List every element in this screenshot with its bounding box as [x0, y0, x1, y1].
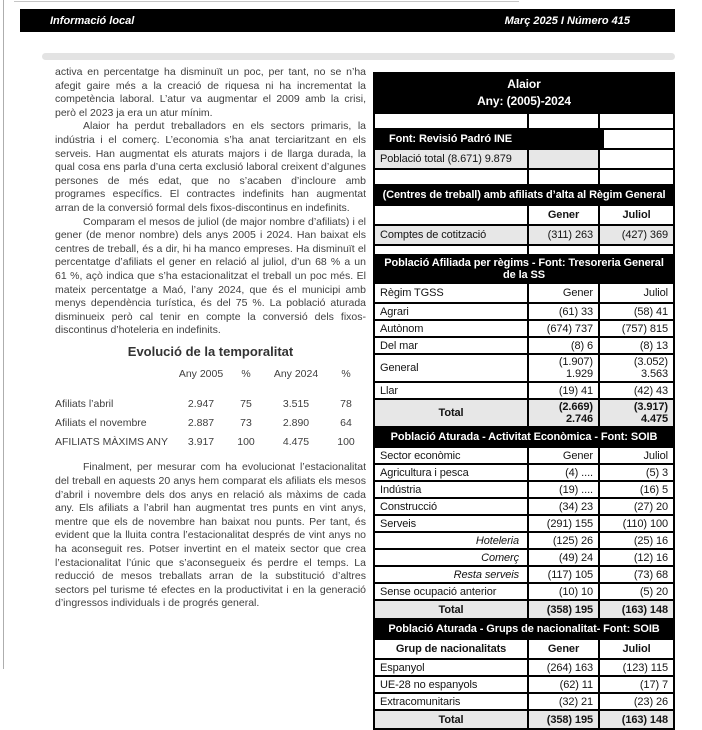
section-header: Població Aturada - Grups de nacionalitat- Font: SOIB [375, 620, 673, 640]
column-header: Any 2005 [178, 368, 224, 381]
value-cell: 4.475 [282, 436, 310, 449]
article-column [55, 66, 366, 664]
juliol-value-cell: (16) 5 [639, 483, 668, 496]
column-header: Gener [529, 284, 600, 302]
temporality-header-row [55, 365, 366, 384]
temporality-table [55, 345, 366, 453]
article-paragraph: Alaior ha perdut treballadors en els sectors primaris, la indústria i el comerç. L’economia s’ha anat terciaritzant en els serveis. Han augmentat els aturats majors i de llarga durada, la qual cosa ens parla d’una certa exclusió laboral creixent d’algunes persones de més edat, que no s’acaben d’incloure amb programes específics. El contractes indefinits han augmentat arran de la conversió formal dels fixos-discontinus en indefinits. [55, 120, 366, 214]
temporality-table-title: Evolució de la temporalitat [127, 343, 294, 359]
table-row [55, 395, 366, 414]
column-header: Any 2024 [273, 368, 319, 381]
value-cell: 2.890 [282, 417, 310, 430]
header-spacer [55, 365, 173, 384]
table-row [375, 383, 673, 400]
column-header-row [375, 284, 673, 304]
spacer-row [375, 170, 673, 186]
row-label-cell: Llar [375, 383, 529, 398]
row-label-cell: Afiliats l’abril [55, 398, 114, 411]
juliol-value-cell: (27) 20 [633, 500, 668, 513]
juliol-value-cell: (3.052) 3.563 [633, 356, 668, 380]
section-divider [42, 53, 675, 60]
page-edge-top [14, 1, 519, 2]
empty-cell [529, 246, 600, 254]
spacer-row [375, 114, 673, 130]
total-row [375, 400, 673, 428]
row-label-cell: General [375, 355, 529, 381]
table-row [375, 584, 673, 601]
gener-value-cell: (358) 195 [529, 601, 600, 618]
juliol-value-cell: (3.917) 4.475 [600, 400, 673, 426]
row-label-cell: Agrari [375, 304, 529, 319]
gener-value-cell: (264) 163 [529, 660, 600, 675]
total-label-cell: Total [375, 400, 529, 426]
total-label-cell: Total [375, 601, 529, 618]
column-header-row [375, 206, 673, 226]
row-label-cell: AFILIATS MÀXIMS ANY [55, 436, 168, 449]
empty-cell [375, 114, 529, 128]
juliol-value-cell: (8) 13 [639, 339, 668, 352]
row-label-cell: Del mar [375, 338, 529, 353]
table-title-line2: Any: (2005)-2024 [477, 94, 571, 108]
column-header-row [375, 448, 673, 465]
value-cell: 64 [340, 417, 352, 430]
gener-value-cell: (2.669) 2.746 [529, 400, 600, 426]
gener-value-cell: (291) 155 [529, 516, 600, 531]
row-label-cell: Agricultura i pesca [375, 465, 529, 480]
empty-cell [375, 246, 529, 254]
table-row [375, 355, 673, 383]
juliol-value-cell: (5) 3 [645, 466, 668, 479]
table-title-line1: Alaior [507, 77, 541, 91]
row-label-cell: Afiliats el novembre [55, 417, 147, 430]
empty-cell [375, 206, 529, 224]
column-header: Gener [529, 640, 600, 658]
masthead-bar [20, 9, 675, 32]
table-row [375, 130, 673, 150]
municipal-data-table [373, 72, 675, 730]
column-header: Gener [529, 448, 600, 463]
empty-cell [375, 170, 529, 184]
row-label-cell: Construcció [375, 499, 529, 514]
column-header: Sector econòmic [375, 448, 529, 463]
value-cell: 3.515 [282, 398, 310, 411]
column-header-row [375, 640, 673, 660]
section-header: Població Afiliada per règims - Font: Tresoreria General de la SS [375, 256, 673, 284]
value-cell: 3.917 [187, 436, 215, 449]
gener-value-cell: (674) 737 [529, 321, 600, 336]
juliol-value-cell: (110) 100 [622, 517, 668, 530]
gener-value-cell: (1.907) 1.929 [529, 355, 600, 381]
article-paragraph: activa en percentatge ha disminuït un poc, per tant, no se n’ha afegit gaire més a la creació de riquesa ni ha incrementat la competència laboral. L’atur va augmentar el 2009 amb la crisi, però el 2023 ja era un atur mínim. [55, 66, 366, 119]
column-header: Juliol [643, 287, 668, 299]
row-label-cell: Autònom [375, 321, 529, 336]
table-row [375, 150, 673, 170]
juliol-value-cell: (5) 20 [639, 585, 668, 598]
empty-cell [529, 150, 600, 168]
total-row [375, 711, 673, 728]
column-header: Règim TGSS [375, 284, 529, 302]
section-header: Població Aturada - Activitat Econòmica - Font: SOIB [375, 428, 673, 448]
gener-value-cell: (117) 105 [529, 567, 600, 582]
table-row [375, 694, 673, 711]
table-row [375, 499, 673, 516]
table-row [375, 533, 673, 550]
juliol-value-cell: (163) 148 [600, 601, 673, 618]
table-row [375, 482, 673, 499]
value-cell: 73 [240, 417, 252, 430]
masthead-section-title: Informació local [50, 14, 135, 27]
table-row [375, 304, 673, 321]
row-label-cell: Població total (8.671) 9.879 [375, 150, 529, 168]
row-label-cell: UE-28 no espanyols [375, 677, 529, 692]
empty-cell [600, 114, 673, 128]
row-label-cell: Resta serveis [375, 567, 529, 582]
value-cell: 100 [237, 436, 255, 449]
gener-value-cell: (49) 24 [529, 550, 600, 565]
gener-value-cell: (311) 263 [529, 226, 600, 244]
value-cell: 78 [340, 398, 352, 411]
gener-value-cell: (62) 11 [529, 677, 600, 692]
page-edge-left [3, 0, 4, 669]
column-header: % [241, 368, 251, 381]
gener-value-cell: (19) .... [529, 482, 600, 497]
table-row [55, 433, 366, 452]
column-header: Grup de nacionalitats [375, 640, 529, 658]
gener-value-cell: (358) 195 [529, 711, 600, 728]
table-row [375, 226, 673, 246]
row-label-cell: Indústria [375, 482, 529, 497]
juliol-value-cell: (58) 41 [633, 305, 668, 318]
spacer-row [375, 246, 673, 256]
empty-cell [529, 170, 600, 184]
column-header: % [341, 368, 351, 381]
juliol-value-cell: (23) 26 [633, 695, 668, 708]
table-row [375, 516, 673, 533]
value-cell: 100 [337, 436, 355, 449]
gener-value-cell: (4) .... [529, 465, 600, 480]
gener-value-cell: (10) 10 [529, 584, 600, 599]
table-row [375, 660, 673, 677]
empty-cell [600, 246, 673, 254]
article-paragraph: Finalment, per mesurar com ha evolucionat l’estacionalitat del treball en aquests 20 anys hem comparat els afiliats els mesos d’abril i novembre dels dos anys en relació als màxims de cada any. Els afiliats a l’abril han augmentat tres punts en vint anys, mentre que els de novembre han baixat nou punts. Per tant, és evident que la lluita contra l’estacionalitat després de vint anys no ha aconseguit res. Potser invertint en el mateix sector que crea l’estacionalitat l’únic que s’aconsegueix és perdre el temps. La reducció de mesos treballats arran de la substitució d’altres sectors pel turisme té efectes en la productivitat i en la generació d’ingressos individuals i de progrés general. [55, 461, 366, 610]
row-label-cell: Serveis [375, 516, 529, 531]
column-header: Juliol [643, 449, 668, 462]
table-row [375, 321, 673, 338]
juliol-value-cell: (42) 43 [633, 384, 668, 397]
juliol-value-cell: (123) 115 [622, 661, 668, 674]
masthead-issue-label: Març 2025 I Número 415 [504, 14, 630, 27]
row-label-cell: Extracomunitaris [375, 694, 529, 709]
gener-value-cell: (125) 26 [529, 533, 600, 548]
row-label-cell: Comptes de cotització [375, 226, 529, 244]
value-cell: 2.947 [187, 398, 215, 411]
empty-cell [529, 114, 600, 128]
juliol-value-cell: (427) 369 [600, 226, 673, 244]
empty-cell [604, 130, 673, 148]
juliol-value-cell: (757) 815 [621, 322, 668, 335]
table-row [375, 465, 673, 482]
gener-value-cell: (34) 23 [529, 499, 600, 514]
juliol-value-cell: (17) 7 [639, 678, 668, 691]
empty-cell [600, 170, 673, 184]
gener-value-cell: (19) 41 [529, 383, 600, 398]
article-paragraph: Comparam el mesos de juliol (de major nombre d’afiliats) i el gener (de menor nombre) dels anys 2005 i 2024. Han baixat els centres de treball, és a dir, hi ha manco empreses. Ha disminuït el percentatge d’afiliats el gener en relació al juliol, d’un 68 % a un 61 %, açò indica que s’ha estacionalitzat el treball un poc més. El mateix percentatge a Maó, l’any 2024, que és el municipi amb menys dependència turística, és del 75 %. La població aturada disminueix però cal tenir en compte la conversió dels fixos-discontinus d’hoteleria en indefinits. [55, 215, 366, 337]
row-label-cell: Sense ocupació anterior [375, 584, 529, 599]
value-cell: 2.887 [187, 417, 215, 430]
column-header: Juliol [622, 643, 651, 655]
gener-value-cell: (32) 21 [529, 694, 600, 709]
total-row [375, 601, 673, 620]
gener-value-cell: (61) 33 [529, 304, 600, 319]
juliol-value-cell: (25) 16 [633, 534, 668, 547]
section-header: (Centres de treball) amb afiliats d’alta al Règim General [375, 186, 673, 206]
value-cell: 75 [240, 398, 252, 411]
row-label-cell: Comerç [375, 550, 529, 565]
section-header-cell: Font: Revisió Padró INE [375, 130, 604, 148]
juliol-value-cell: (163) 148 [600, 711, 673, 728]
table-row [375, 550, 673, 567]
data-table-title [375, 74, 673, 114]
row-label-cell: Espanyol [375, 660, 529, 675]
column-header: Gener [529, 206, 600, 224]
row-label-cell: Hoteleria [375, 533, 529, 548]
table-row [375, 338, 673, 355]
column-header: Juliol [622, 209, 651, 221]
table-row [375, 677, 673, 694]
gener-value-cell: (8) 6 [529, 338, 600, 353]
table-row [375, 567, 673, 584]
juliol-value-cell: (73) 68 [633, 568, 668, 581]
total-label-cell: Total [375, 711, 529, 728]
empty-cell [600, 150, 673, 168]
table-row [55, 414, 366, 433]
juliol-value-cell: (12) 16 [633, 551, 668, 564]
